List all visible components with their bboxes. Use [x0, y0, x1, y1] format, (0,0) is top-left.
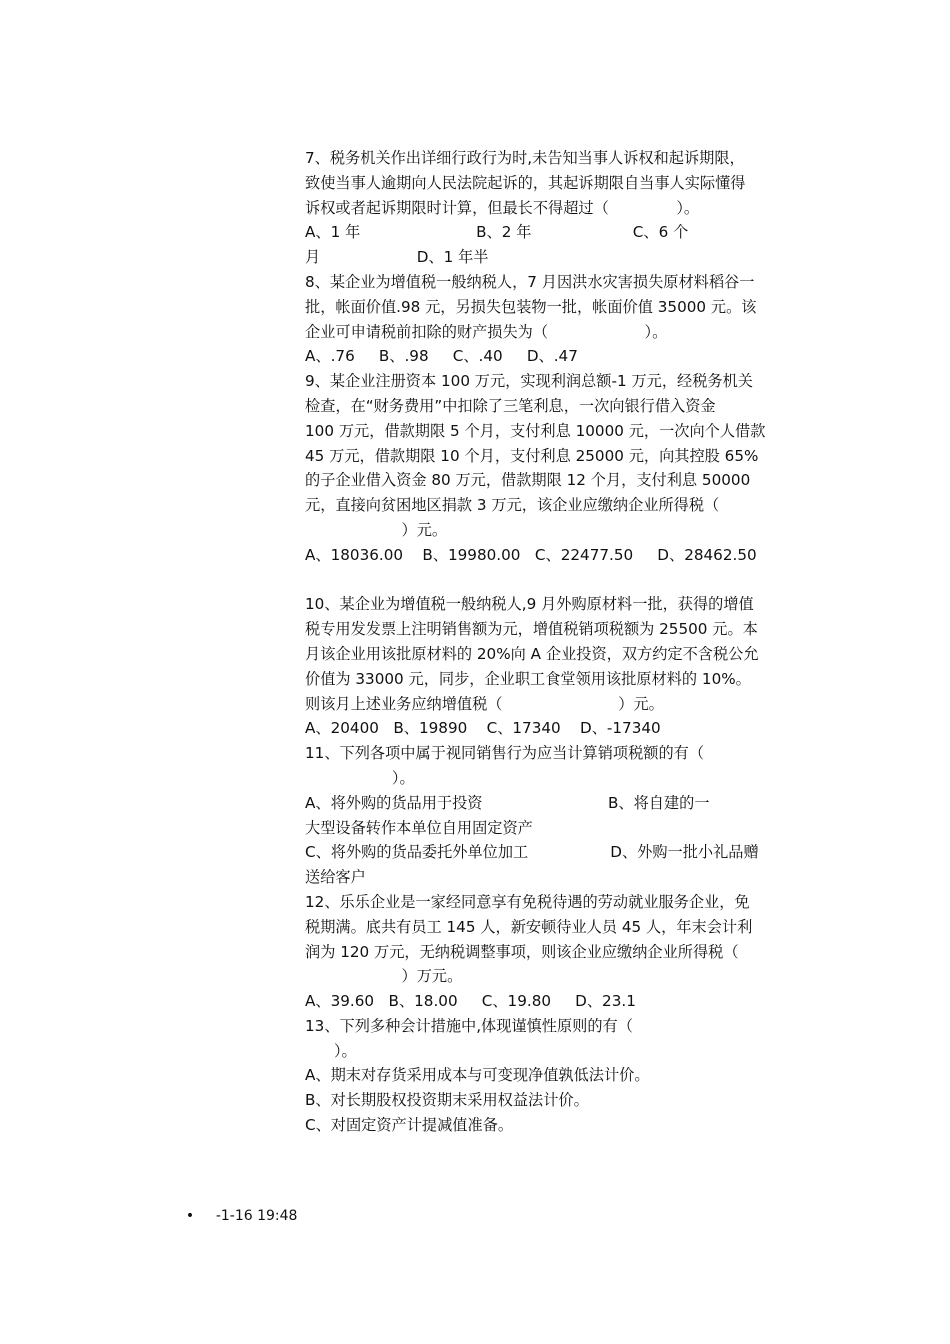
blank-line: [305, 568, 805, 593]
q8-options: A、.76 B、.98 C、.40 D、.47: [305, 347, 578, 366]
q8-line-1: 8、某企业为增值税一般纳税人，7 月因洪水灾害损失原材料稻谷一: [305, 272, 755, 291]
q13-option-a: A、期末对存货采用成本与可变现净值孰低法计价。: [305, 1066, 650, 1085]
q8-line-3: 企业可申请税前扣除的财产损失为（ ）。: [305, 322, 668, 341]
question-text-block: [305, 146, 805, 1138]
q7-line-2: 致使当事人逾期向人民法院起诉的，其起诉期限自当事人实际懂得: [305, 173, 746, 192]
q9-line-1: 9、某企业注册资本 100 万元，实现利润总额-1 万元，经税务机关: [305, 372, 753, 391]
q11-line-2: ）。: [305, 768, 415, 787]
q12-options: A、39.60 B、18.00 C、19.80 D、23.1: [305, 992, 636, 1011]
q7-options-line-2: 月 D、1 年半: [305, 248, 489, 267]
q9-options: A、18036.00 B、19980.00 C、22477.50 D、28462.50: [305, 545, 757, 564]
q9-line-5: 的子企业借入资金 80 万元，借款期限 12 个月，支付利息 50000: [305, 471, 751, 490]
q12-line-4: ）万元。: [305, 967, 463, 986]
q7-line-1: 7、税务机关作出详细行政行为时,未告知当事人诉权和起诉期限，: [305, 149, 745, 167]
q11-option-line-1: A、将外购的货品用于投资 B、将自建的一: [305, 793, 710, 812]
q10-line-4: 价值为 33000 元，同步，企业职工食堂领用该批原材料的 10%。: [305, 669, 751, 688]
q11-option-line-2: 大型设备转作本单位自用固定资产: [305, 818, 533, 837]
q9-line-4: 45 万元，借款期限 10 个月，支付利息 25000 元，向其控股 65%: [305, 446, 759, 465]
page-footer: [168, 1186, 297, 1246]
q10-line-3: 月该企业用该批原材料的 20%向 A 企业投资，双方约定不含税公允: [305, 644, 759, 663]
q11-option-line-3: C、将外购的货品委托外单位加工 D、外购一批小礼品赠: [305, 843, 759, 862]
q13-line-2: ）。: [305, 1041, 357, 1060]
q7-line-3: 诉权或者起诉期限时计算，但最长不得超过（ ）。: [305, 198, 700, 217]
q9-line-7: ）元。: [305, 520, 448, 539]
q12-line-2: 税期满。底共有员工 145 人，新安顿待业人员 45 人，年末会计利: [305, 917, 753, 936]
q8-line-2: 批，帐面价值.98 元，另损失包装物一批，帐面价值 35000 元。该: [305, 297, 757, 316]
q9-line-2: 检查，在“财务费用”中扣除了三笔利息，一次向银行借入资金: [305, 396, 716, 415]
q9-line-6: 元，直接向贫困地区捐款 3 万元，该企业应缴纳企业所得税（: [305, 496, 720, 515]
q7-options-line-1: A、1 年 B、2 年 C、6 个: [305, 223, 689, 242]
q12-line-3: 润为 120 万元，无纳税调整事项，则该企业应缴纳企业所得税（: [305, 942, 739, 961]
q10-line-1: 10、某企业为增值税一般纳税人,9 月外购原材料一批，获得的增值: [305, 595, 754, 614]
q10-line-2: 税专用发发票上注明销售额为元，增值税销项税额为 25500 元。本: [305, 620, 758, 639]
q11-option-line-4: 送给客户: [305, 868, 366, 887]
q10-options: A、20400 B、19890 C、17340 D、-17340: [305, 719, 661, 738]
q10-line-5: 则该月上述业务应纳增值税（ ）元。: [305, 694, 664, 713]
q13-option-c: C、对固定资产计提减值准备。: [305, 1116, 514, 1135]
q13-line-1: 13、下列多种会计措施中,体现谨慎性原则的有（: [305, 1016, 633, 1035]
q13-option-b: B、对长期股权投资期末采用权益法计价。: [305, 1091, 589, 1110]
q11-line-1: 11、下列各项中属于视同销售行为应当计算销项税额的有（: [305, 744, 705, 763]
bullet-icon: •: [185, 1208, 195, 1224]
footer-timestamp: -1-16 19:48: [215, 1208, 298, 1224]
q9-line-3: 100 万元，借款期限 5 个月，支付利息 10000 元，一次向个人借款: [305, 421, 766, 440]
q12-line-1: 12、乐乐企业是一家经同意享有免税待遇的劳动就业服务企业，免: [305, 892, 750, 911]
